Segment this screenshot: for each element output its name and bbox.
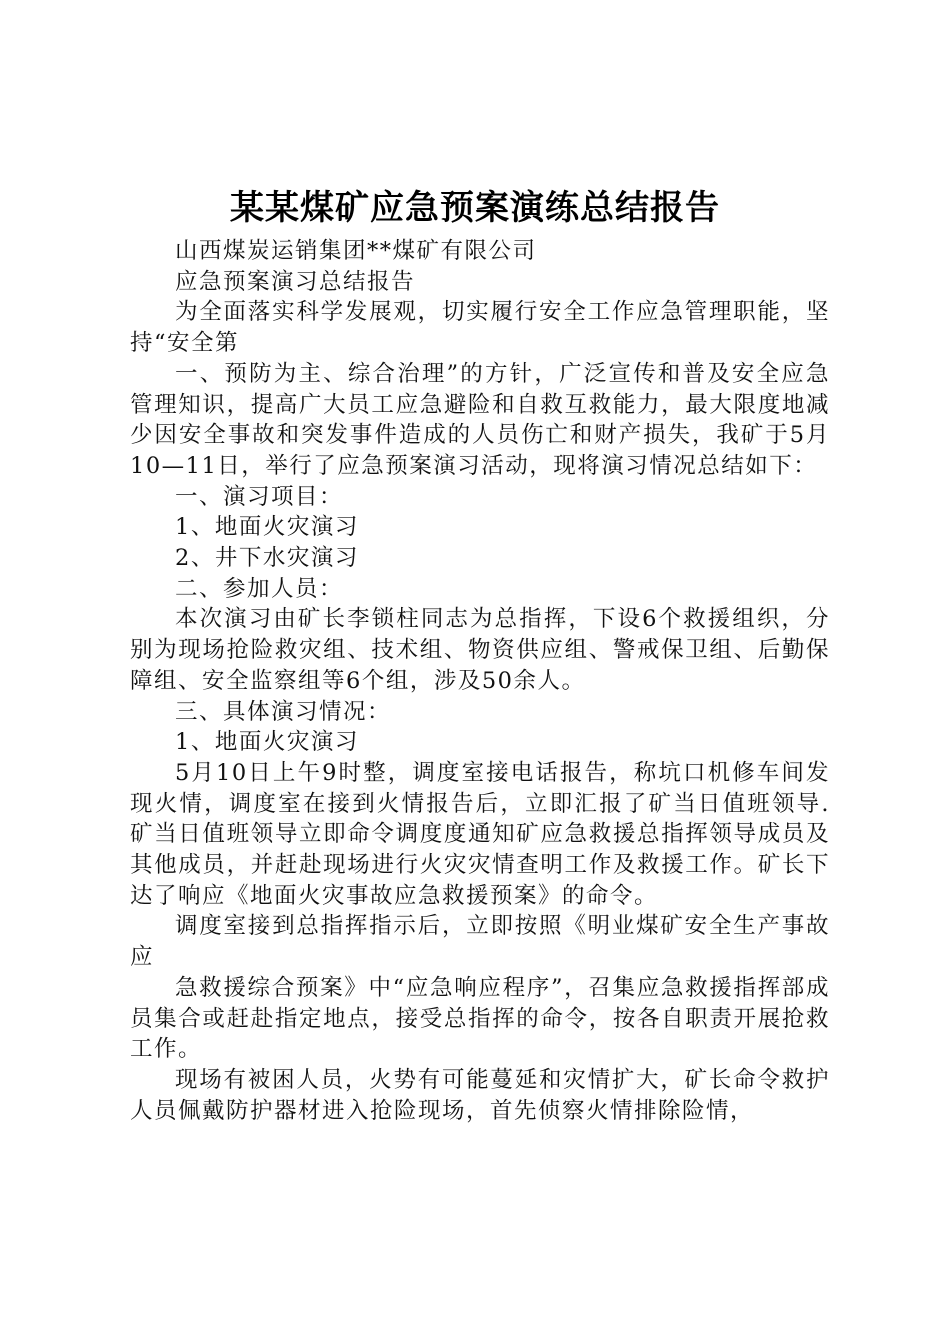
paragraph-policy: 一、预防为主、综合治理”的方针，广泛宣传和普及安全应急管理知识，提高广大员工应急避险和自救互救能力，最大限度地减少因安全事故和突发事件造成的人员伤亡和财产损失，我矿于5月10—11日，举行了应急预案演习活动，现将演习情况总结如下： — [130, 360, 830, 479]
paragraph-dispatch: 调度室接到总指挥指示后，立即按照《明业煤矿安全生产事故应 — [130, 913, 830, 971]
paragraph-report-name: 应急预案演习总结报告 — [175, 268, 416, 295]
paragraph-company: 山西煤炭运销集团**煤矿有限公司 — [175, 238, 537, 264]
heading-participants: 二、参加人员： — [175, 575, 344, 602]
paragraph-intro: 为全面落实科学发展观，切实履行安全工作应急管理职能，坚持“安全第 — [130, 299, 830, 357]
document-title: 某某煤矿应急预案演练总结报告 — [230, 188, 720, 228]
list-item-surface-fire: 1、地面火灾演习 — [175, 514, 359, 541]
paragraph-response-procedure: 急救援综合预案》中“应急响应程序”，召集应急救援指挥部成员集合或赶赴指定地点，接受总指挥的命令，按各自职责开展抢救工作。 — [130, 974, 830, 1063]
paragraph-participants: 本次演习由矿长李锁柱同志为总指挥，下设6个救援组织，分别为现场抢险救灾组、技术组、物资供应组、警戒保卫组、后勤保障组、安全监察组等6个组，涉及50余人。 — [130, 606, 830, 694]
document-body — [130, 236, 830, 1126]
heading-drill-items: 一、演习项目： — [175, 483, 344, 510]
heading-drill-details: 三、具体演习情况： — [175, 698, 392, 725]
subheading-surface-fire: 1、地面火灾演习 — [175, 729, 359, 756]
list-item-underground-flood: 2、井下水灾演习 — [175, 545, 359, 572]
paragraph-rescue: 现场有被困人员，火势有可能蔓延和灾情扩大，矿长命令救护人员佩戴防护器材进入抢险现场，首先侦察火情排除险情， — [130, 1066, 830, 1124]
paragraph-fire-report: 5月10日上午9时整，调度室接电话报告，称坑口机修车间发现火情，调度室在接到火情报告后，立即汇报了矿当日值班领导.矿当日值班领导立即命令调度度通知矿应急救援总指挥领导成员及其他成员，并赶赴现场进行火灾灾情查明工作及救援工作。矿长下达了响应《地面火灾事故应急救援预案》的命令。 — [130, 759, 830, 909]
